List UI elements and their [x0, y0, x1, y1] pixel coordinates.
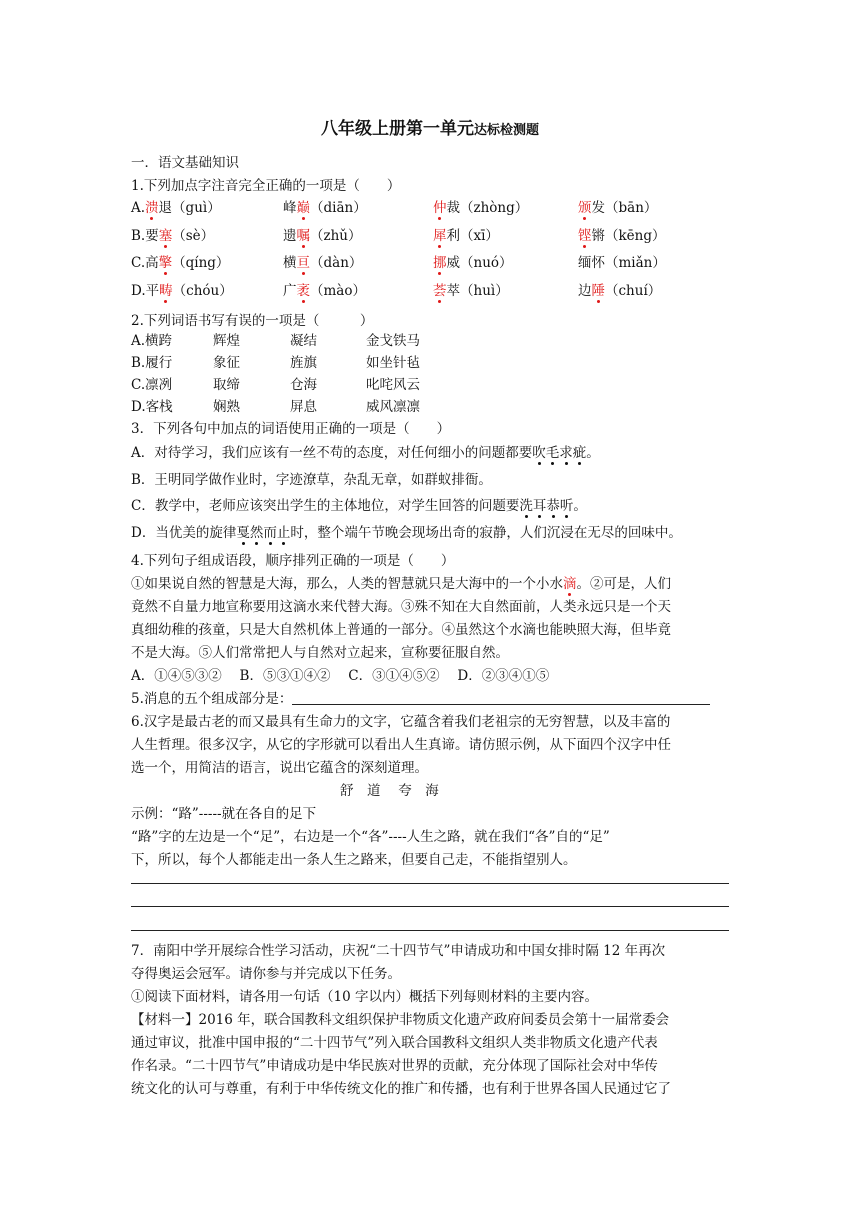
material-1-line: 通过审议，批准中国申报的“二十四节气”列入联合国教科文组织人类非物质文化遗产代表 [131, 1035, 658, 1051]
option-item: 铿锵（kēng） [578, 228, 666, 244]
question-4-stem: 4.下列句子组成语段，顺序排列正确的一项是（ ） [131, 553, 455, 569]
question-7-text-line: 夺得奥运会冠军。请你参与并完成以下任务。 [131, 966, 401, 982]
word-item: B.履行 [131, 355, 173, 371]
option-item: 荟萃（huì） [433, 283, 509, 299]
question-3-stem: 3．下列各句中加点的词语使用正确的一项是（ ） [131, 421, 451, 437]
word-item: 凝结 [290, 333, 317, 349]
material-1-line: 作名录。“二十四节气”申请成功是中华民族对世界的贡献，充分体现了国际社会对中华传 [131, 1058, 658, 1074]
question-4-text-line: 真细幼稚的孩童，只是大自然机体上普通的一部分。④虽然这个水滴也能映照大海，但毕竟 [131, 622, 671, 638]
word-item: 屏息 [290, 399, 317, 415]
word-item: 威风凛凛 [366, 399, 420, 415]
question-6-text-line: 选一个，用简洁的语言，说出它蕴含的深刻道理。 [131, 760, 428, 776]
material-1-line: 统文化的认可与尊重，有利于中华传统文化的推广和传播，也有利于世界各国人民通过它了 [131, 1081, 671, 1097]
answer-line[interactable] [292, 690, 710, 705]
answer-line[interactable] [131, 906, 729, 907]
question-3-option-d: D．当优美的旋律戛然而止时，整个端午节晚会现场出奇的寂静，人们沉浸在无尽的回味中。 [131, 525, 682, 541]
word-item: A.横跨 [131, 333, 173, 349]
word-item: 叱咤风云 [366, 377, 420, 393]
option-item: 缅怀（miǎn） [578, 255, 666, 271]
word-item: 象征 [213, 355, 240, 371]
word-item: 取缔 [213, 377, 240, 393]
question-5-stem: 5.消息的五个组成部分是： [131, 689, 710, 709]
question-3-option-a: A．对待学习，我们应该有一丝不苟的态度，对任何细小的问题都要吹毛求疵。 [131, 445, 600, 461]
question-6-characters: 舒 道 夸 海 [340, 783, 439, 799]
question-6-text-line: 6.汉字是最古老的而又最具有生命力的文字，它蕴含着我们老祖宗的无穷智慧，以及丰富的 [131, 714, 671, 730]
word-item: C.凛冽 [131, 377, 173, 393]
question-2-stem: 2.下列词语书写有误的一项是（ ） [131, 313, 374, 329]
word-item: 辉煌 [213, 333, 240, 349]
question-4-text-line: 不是大海。⑤人们常常把人与自然对立起来，宣称要征服自然。 [131, 645, 509, 661]
option-item: A.溃退（guì） [131, 200, 221, 216]
page-title: 八年级上册第一单元达标检测题 [320, 119, 539, 139]
section-heading: 一．语文基础知识 [131, 155, 239, 171]
question-1-stem: 1.下列加点字注音完全正确的一项是（ ） [131, 178, 401, 194]
option-item: B.要塞（sè） [131, 228, 215, 244]
answer-line[interactable] [131, 883, 729, 884]
option-item: C.高擎（qíng） [131, 255, 230, 271]
word-item: D.客栈 [131, 399, 173, 415]
option-item: 遗嘱（zhǔ） [283, 228, 362, 244]
question-3-option-c: C．教学中，老师应该突出学生的主体地位，对学生回答的问题要洗耳恭听。 [131, 498, 587, 514]
question-6-example: 示例：“路”-----就在各自的足下 [131, 806, 317, 822]
question-6-example-text: 下，所以，每个人都能走出一条人生之路来，但要自己走，不能指望别人。 [131, 852, 577, 868]
material-1-line: 【材料一】2016 年，联合国教科文组织保护非物质文化遗产政府间委员会第十一届常委会 [131, 1012, 670, 1028]
option-item: 颁发（bān） [578, 200, 658, 216]
word-item: 如坐针毡 [366, 355, 420, 371]
answer-line[interactable] [131, 930, 729, 931]
word-item: 仓海 [290, 377, 317, 393]
question-6-text-line: 人生哲理。很多汉字，从它的字形就可以看出人生真谛。请仿照示例，从下面四个汉字中任 [131, 737, 671, 753]
question-7-text-line: 7．南阳中学开展综合性学习活动，庆祝“二十四节气”申请成功和中国女排时隔 12 年再次 [131, 943, 666, 959]
option-item: 峰巅（diān） [283, 200, 367, 216]
question-4-options: A．①④⑤③② B．⑤③①④② C．③①④⑤② D．②③④①⑤ [131, 668, 550, 684]
question-4-text-line: 竟然不自量力地宣称要用这滴水来代替大海。③殊不知在大自然面前，人类永远只是一个天 [131, 599, 671, 615]
question-4-text-line: ①如果说自然的智慧是大海，那么，人类的智慧就只是大海中的一个小水滴。②可是，人们 [131, 576, 671, 592]
word-item: 娴熟 [213, 399, 240, 415]
option-item: 横亘（dàn） [283, 255, 363, 271]
word-item: 金戈铁马 [366, 333, 420, 349]
option-item: 边陲（chuí） [578, 283, 662, 299]
word-item: 旌旗 [290, 355, 317, 371]
question-3-option-b: B．王明同学做作业时，字迹潦草，杂乱无章，如群蚁排衙。 [131, 472, 492, 488]
question-6-example-text: “路”字的左边是一个“足”，右边是一个“各”----人生之路，就在我们“各”自的“足” [131, 829, 610, 845]
question-7-text-line: ①阅读下面材料，请各用一句话（10 字以内）概括下列每则材料的主要内容。 [131, 989, 598, 1005]
option-item: 广袤（mào） [283, 283, 366, 299]
option-item: 仲裁（zhòng） [433, 200, 529, 216]
option-item: 挪威（nuó） [433, 255, 513, 271]
option-item: D.平畴（chóu） [131, 283, 233, 299]
option-item: 犀利（xī） [433, 228, 499, 244]
